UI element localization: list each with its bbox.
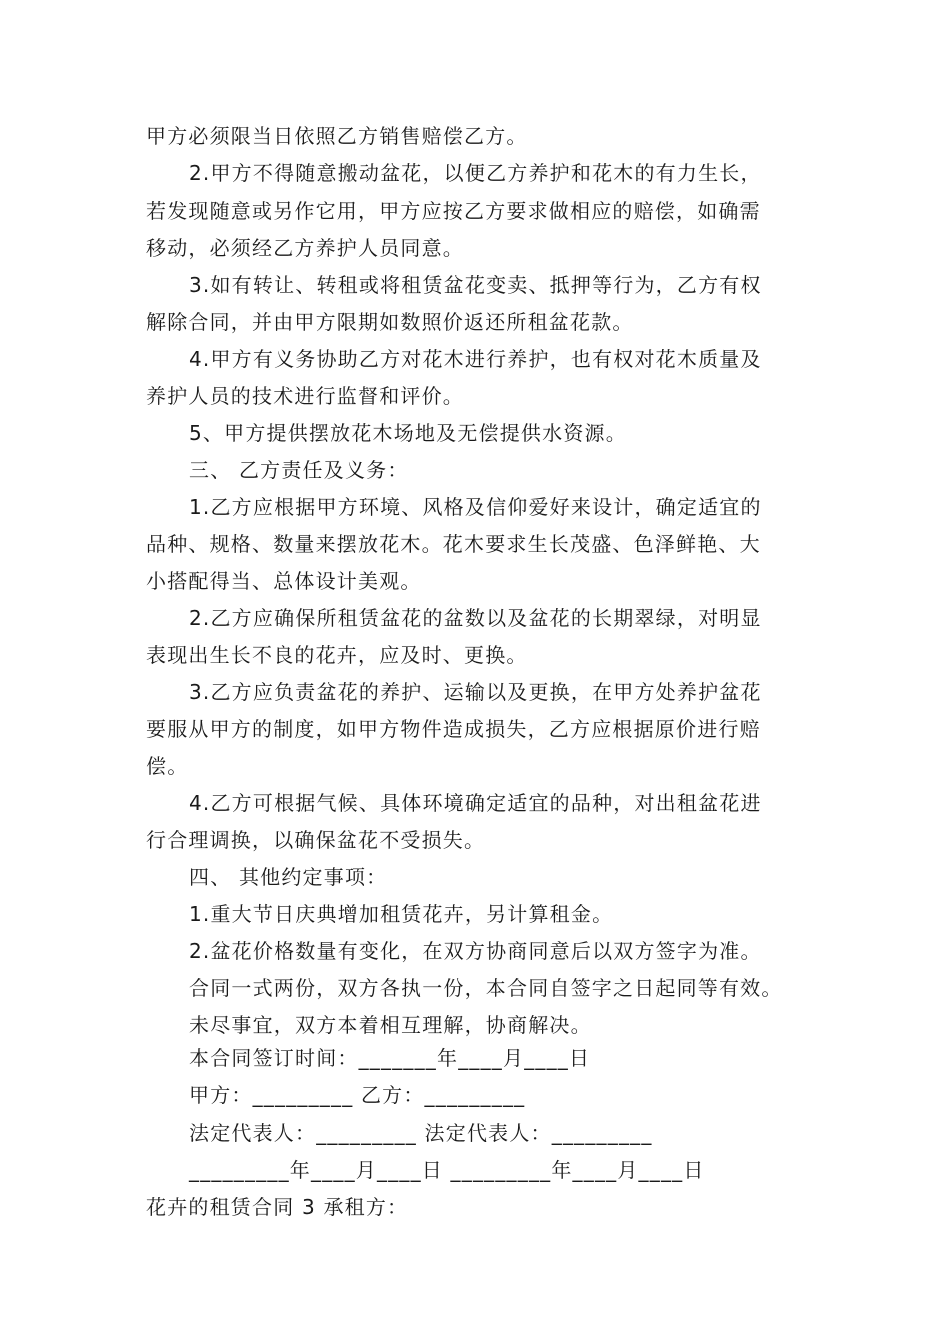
party-line: 甲方：_________ 乙方：_________ [189,1083,526,1107]
section-heading: 三、 乙方责任及义务： [189,458,409,482]
text-line: 若发现随意或另作它用，甲方应按乙方要求做相应的赔偿，如确需 [146,199,761,223]
text-line: 行合理调换，以确保盆花不受损失。 [146,828,486,852]
text-line: 品种、规格、数量来摆放花木。花木要求生长茂盛、色泽鲜艳、大 [146,532,761,556]
text-line: 2.乙方应确保所租赁盆花的盆数以及盆花的长期翠绿，对明显 [189,606,762,630]
text-line: 2.盆花价格数量有变化，在双方协商同意后以双方签字为准。 [189,939,762,963]
text-line: 3.乙方应负责盆花的养护、运输以及更换，在甲方处养护盆花 [189,680,762,704]
text-line: 未尽事宜，双方本着相互理解，协商解决。 [189,1013,592,1037]
text-line: 合同一式两份，双方各执一份，本合同自签字之日起同等有效。 [189,976,783,1000]
text-line: 4.甲方有义务协助乙方对花木进行养护，也有权对花木质量及 [189,347,762,371]
text-line: 1.重大节日庆典增加租赁花卉，另计算租金。 [189,902,614,926]
text-line: 5、甲方提供摆放花木场地及无偿提供水资源。 [189,421,627,445]
text-line: 养护人员的技术进行监督和评价。 [146,384,464,408]
text-line: 要服从甲方的制度，如甲方物件造成损失，乙方应根据原价进行赔 [146,717,761,741]
legal-representative-line: 法定代表人：_________ 法定代表人：_________ [189,1121,653,1145]
signing-date-line: 本合同签订时间：_______年____月____日 [189,1046,591,1070]
text-line: 移动，必须经乙方养护人员同意。 [146,236,464,260]
date-blanks-line: _________年____月____日 _________年____月____日 [189,1158,705,1182]
text-line: 表现出生长不良的花卉，应及时、更换。 [146,643,528,667]
text-line: 1.乙方应根据甲方环境、风格及信仰爱好来设计，确定适宜的 [189,495,762,519]
text-line: 4.乙方可根据气候、具体环境确定适宜的品种，对出租盆花进 [189,791,762,815]
next-contract-heading: 花卉的租赁合同 3 承租方： [146,1195,409,1219]
text-line: 甲方必须限当日依照乙方销售赔偿乙方。 [146,124,528,148]
section-heading: 四、 其他约定事项： [189,865,388,889]
text-line: 2.甲方不得随意搬动盆花，以便乙方养护和花木的有力生长， [189,161,762,185]
text-line: 3.如有转让、转租或将租赁盆花变卖、抵押等行为，乙方有权 [189,273,762,297]
text-line: 偿。 [146,754,189,778]
text-line: 解除合同，并由甲方限期如数照价返还所租盆花款。 [146,310,634,334]
text-line: 小搭配得当、总体设计美观。 [146,569,422,593]
